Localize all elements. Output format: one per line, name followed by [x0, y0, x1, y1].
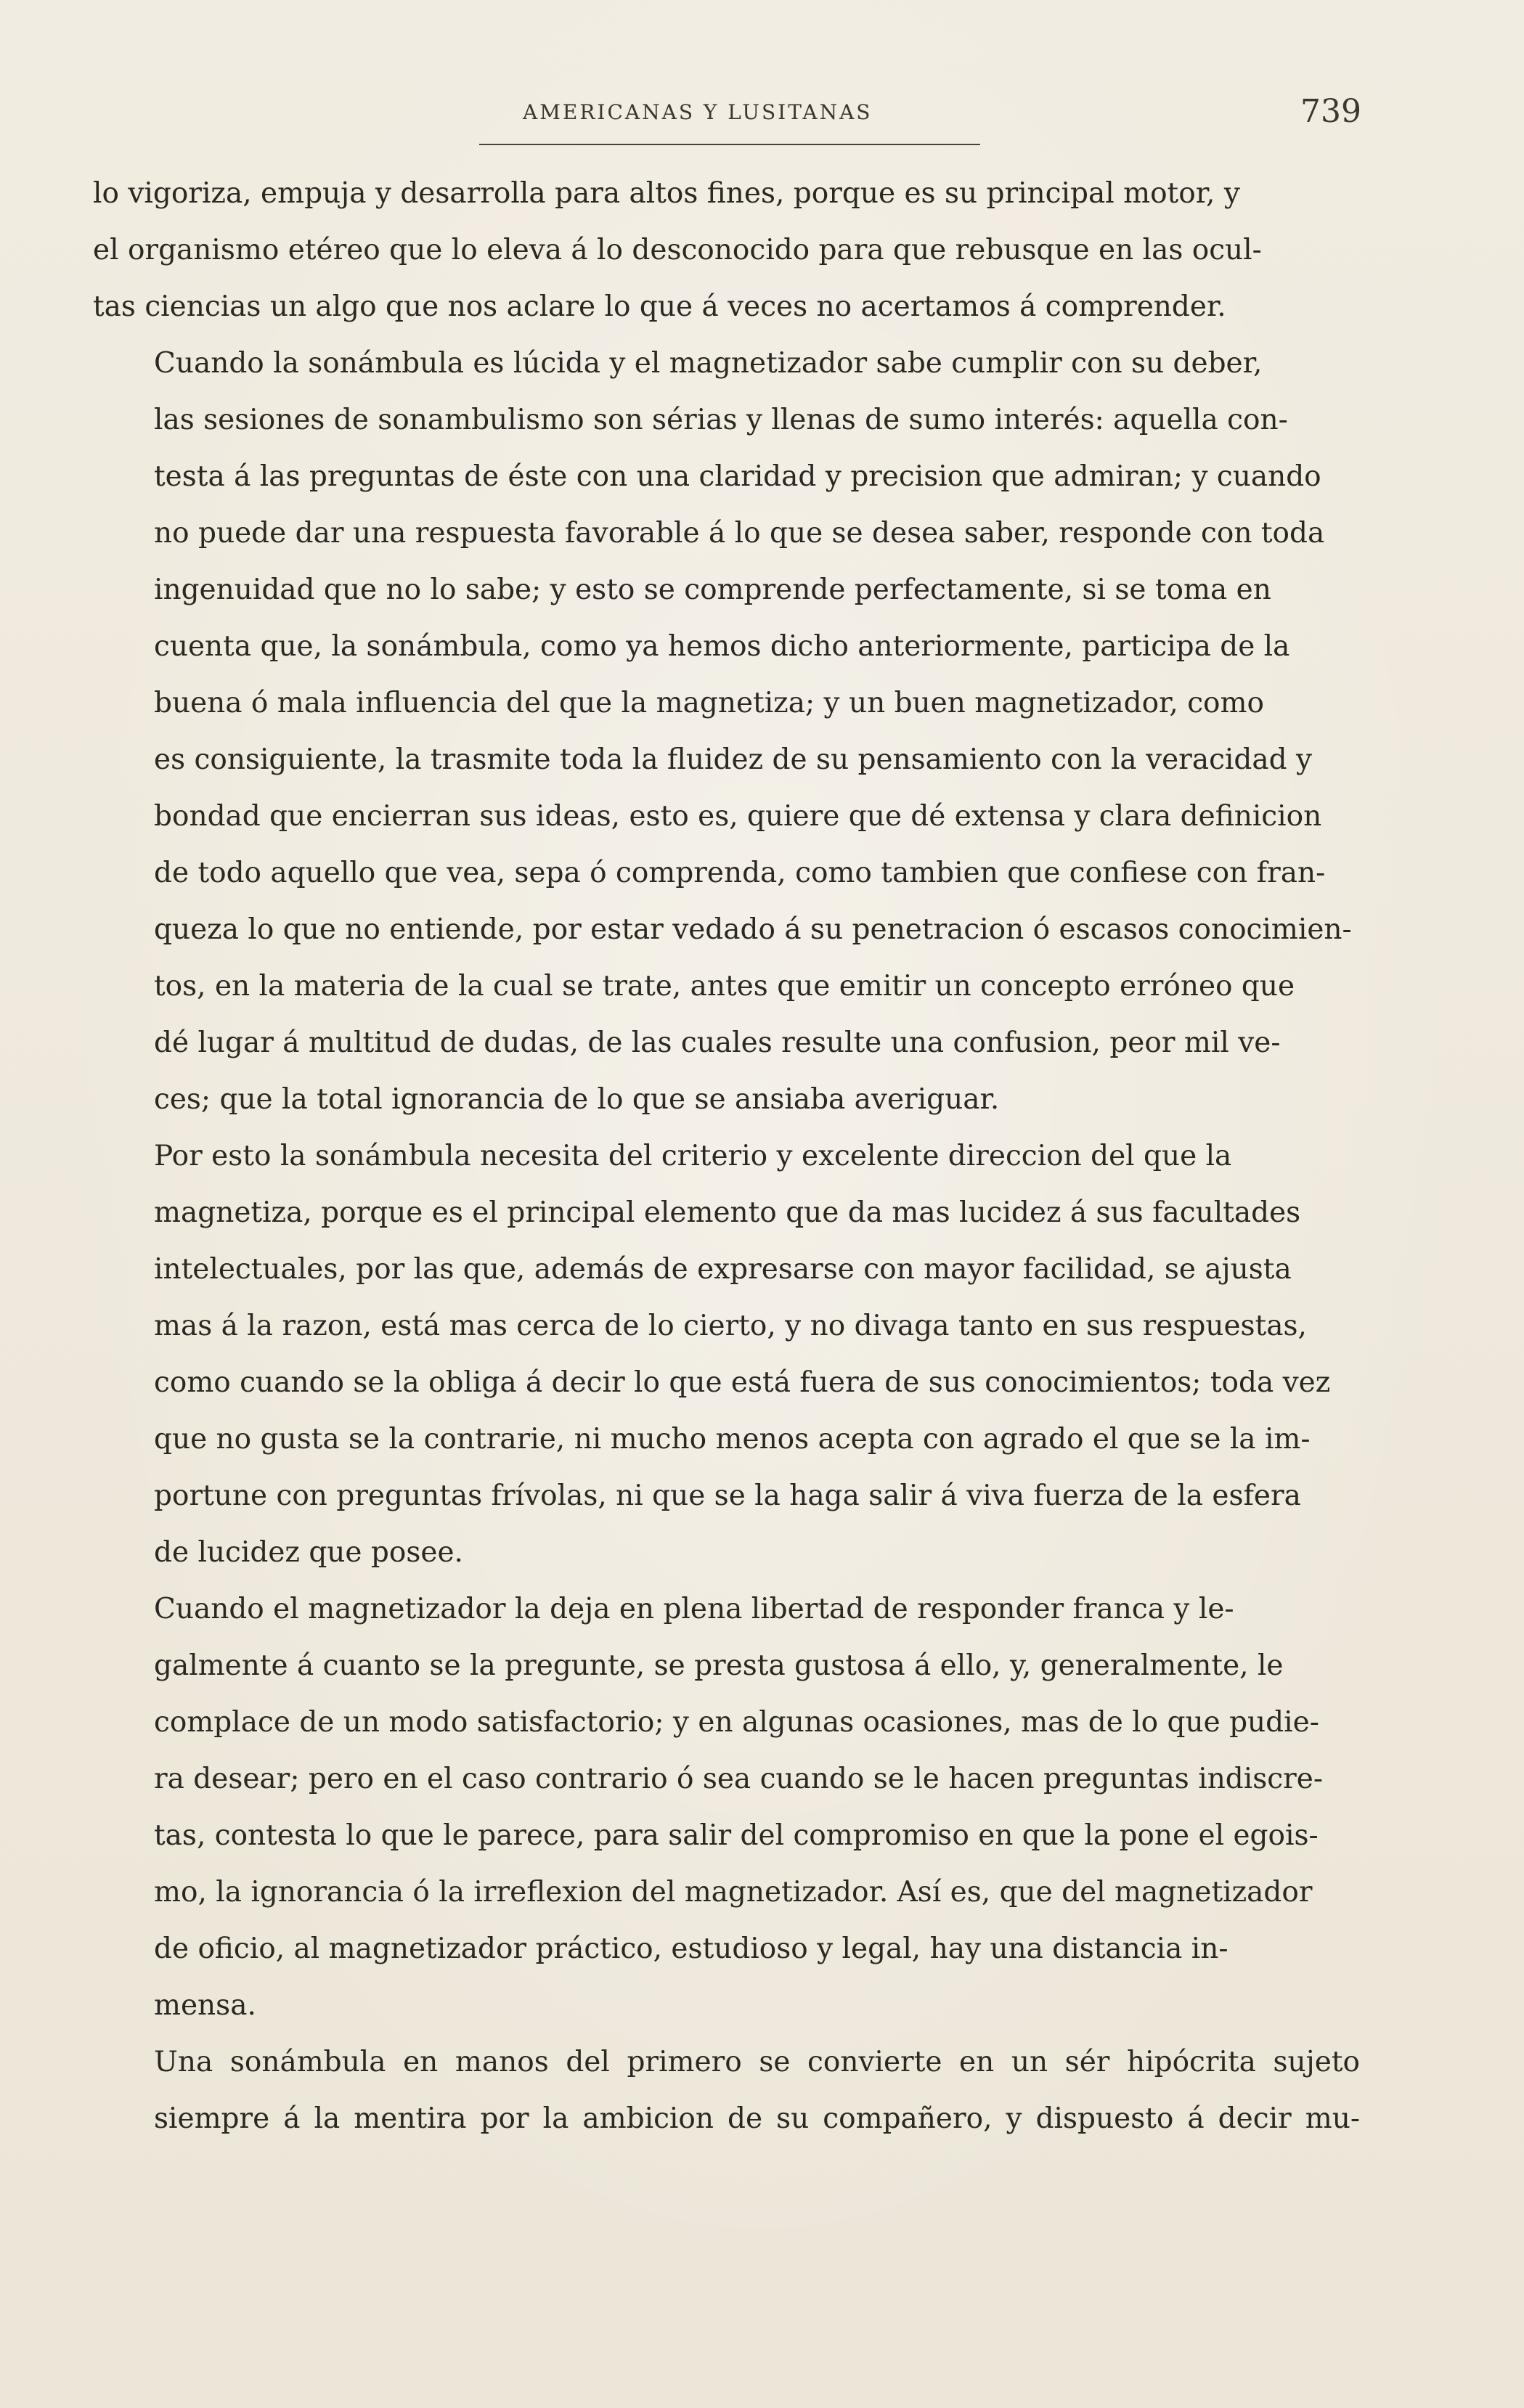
text-line: no puede dar una respuesta favorable á lo que se desea saber, responde con toda — [154, 517, 1325, 550]
text-line: mo, la ignorancia ó la irreflexion del magnetizador. Así es, que del magnetizador — [154, 1876, 1313, 1909]
text-line: las sesiones de sonambulismo son sérias y llenas de sumo interés: aquella con- — [154, 404, 1288, 436]
text-line: dé lugar á multitud de dudas, de las cuales resulte una confusion, peor mil ve- — [154, 1027, 1281, 1059]
text-line: Por esto la sonámbula necesita del criterio y excelente direccion del que la — [154, 1140, 1232, 1172]
text-line: como cuando se la obliga á decir lo que está fuera de sus conocimientos; toda vez — [154, 1366, 1331, 1399]
paragraph-3 — [93, 1128, 1360, 1581]
body-text — [93, 166, 1360, 2147]
text-line: de oficio, al magnetizador práctico, estudioso y legal, hay una distancia in- — [154, 1932, 1228, 1965]
text-line: ces; que la total ignorancia de lo que se ansiaba averiguar. — [154, 1083, 1000, 1116]
text-line: bondad que encierran sus ideas, esto es, quiere que dé extensa y clara definicion — [154, 800, 1322, 833]
text-line: ra desear; pero en el caso contrario ó sea cuando se le hacen preguntas indiscre- — [154, 1763, 1324, 1795]
text-line: de lucidez que posee. — [154, 1536, 463, 1569]
text-line: Una sonámbula en manos del primero se convierte en un sér hipócrita sujeto — [154, 2046, 1360, 2078]
text-line: ingenuidad que no lo sabe; y esto se comprende perfectamente, si se toma en — [154, 574, 1271, 606]
paragraph-2 — [93, 335, 1360, 1128]
text-line: buena ó mala influencia del que la magnetiza; y un buen magnetizador, como — [154, 687, 1264, 719]
text-line: tos, en la materia de la cual se trate, antes que emitir un concepto erróneo que — [154, 970, 1295, 1003]
text-line: intelectuales, por las que, además de expresarse con mayor facilidad, se ajusta — [154, 1253, 1292, 1286]
text-line: testa á las preguntas de éste con una claridad y precision que admiran; y cuando — [154, 460, 1321, 493]
text-line: lo vigoriza, empuja y desarrolla para altos fines, porque es su principal motor, y — [93, 177, 1240, 210]
text-line: que no gusta se la contrarie, ni mucho menos acepta con agrado el que se la im- — [154, 1423, 1311, 1456]
text-line: Cuando la sonámbula es lúcida y el magnetizador sabe cumplir con su deber, — [154, 347, 1263, 380]
text-line: mas á la razon, está mas cerca de lo cierto, y no divaga tanto en sus respuestas, — [154, 1310, 1307, 1342]
paragraph-4 — [93, 1581, 1360, 2034]
page-number: 739 — [1300, 93, 1361, 130]
header-rule — [479, 144, 980, 145]
text-line: complace de un modo satisfactorio; y en algunas ocasiones, mas de lo que pudie- — [154, 1706, 1319, 1739]
paragraph-5 — [93, 2034, 1360, 2147]
text-line: magnetiza, porque es el principal elemento que da mas lucidez á sus facultades — [154, 1196, 1301, 1229]
text-line: el organismo etéreo que lo eleva á lo desconocido para que rebusque en las ocul- — [93, 234, 1262, 266]
text-line: de todo aquello que vea, sepa ó comprenda, como tambien que confiese con fran- — [154, 857, 1326, 889]
text-line: Cuando el magnetizador la deja en plena libertad de responder franca y le- — [154, 1593, 1234, 1625]
text-line: mensa. — [154, 1989, 256, 2022]
text-line: cuenta que, la sonámbula, como ya hemos dicho anteriormente, participa de la — [154, 630, 1290, 663]
text-line: galmente á cuanto se la pregunte, se presta gustosa á ello, y, generalmente, le — [154, 1649, 1284, 1682]
text-line: queza lo que no entiende, por estar vedado á su penetracion ó escasos conocimien- — [154, 913, 1352, 946]
running-title: AMERICANAS Y LUSITANAS — [523, 100, 873, 124]
text-line: portune con preguntas frívolas, ni que se la haga salir á viva fuerza de la esfera — [154, 1480, 1301, 1512]
text-line: tas ciencias un algo que nos aclare lo que á veces no acertamos á comprender. — [93, 290, 1226, 323]
text-line: siempre á la mentira por la ambicion de su compañero, y dispuesto á decir mu- — [154, 2102, 1360, 2135]
text-line: es consiguiente, la trasmite toda la fluidez de su pensamiento con la veracidad y — [154, 743, 1313, 776]
running-header — [479, 93, 1361, 145]
paragraph-1 — [93, 166, 1360, 335]
text-line: tas, contesta lo que le parece, para salir del compromiso en que la pone el egois- — [154, 1819, 1319, 1852]
